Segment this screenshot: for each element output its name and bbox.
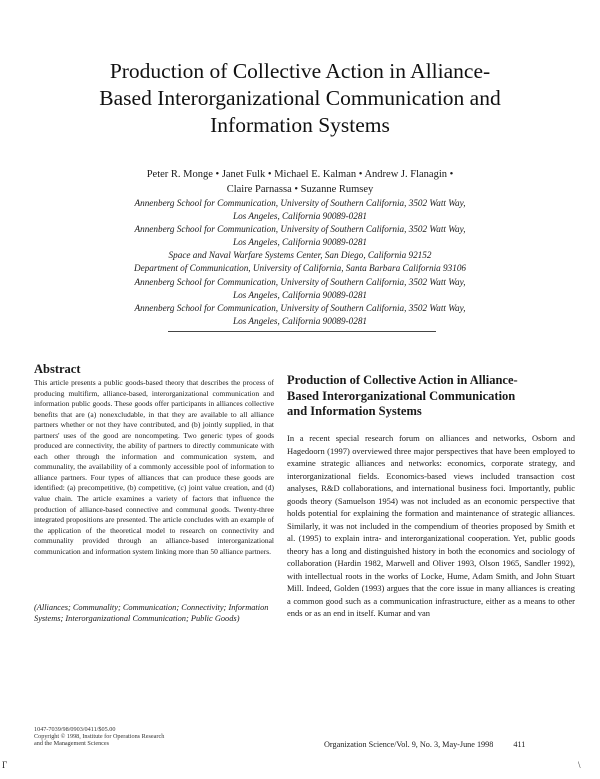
author-line-2: Claire Parnassa • Suzanne Rumsey xyxy=(226,184,374,195)
abstract-keywords: (Alliances; Communality; Communication; Connectivity; Information Systems; Interorganizational Communication; Public Goods) xyxy=(34,603,269,623)
title-line-1: Production of Collective Action in Alliance- xyxy=(109,59,491,83)
author-list xyxy=(90,167,510,197)
abstract-body: This article presents a public goods-based theory that describes the process of producing multifirm, alliance-based, interorganizational communication and information public goods. These goods offer participants in alliances collective benefits that are (a) nonexcludable, in that they are available to all alliance partners whether or not they have contributed, and (b) jointly supplied, in that partners' uses of the good are noncompeting. Two generic types of goods produced are connectivity, the ability of partners to directly communicate with each other through the information and communication system, and communality, the availability of a commonly accessible pool of information to alliance partners. Four types of alliances that can produce these goods are identified: (a) precompetitive, (b) competitive, (c) joint value creation, and (d) value chain. The article examines a variety of factors that influence the production of alliance-based connective and communal goods. Twenty-three integrated propositions are presented. The article concludes with an example of the application of the theoretical model to research on connectivity and communality provided through an alliance-based interorganizational communication and information system linking more than 50 alliance partners. xyxy=(34,378,274,556)
affiliation-line: Annenberg School for Communication, University of Southern California, 3502 Watt Way, xyxy=(134,302,466,313)
title-divider-rule xyxy=(168,331,436,332)
affiliation-line: Los Angeles, California 90089-0281 xyxy=(232,211,368,222)
footnote-copyright: Copyright © 1998, Institute for Operations Research xyxy=(34,733,165,741)
footnote-publisher: and the Management Sciences xyxy=(34,740,110,748)
footnote-issn: 1047-7039/98/0903/0411/$05.00 xyxy=(34,726,116,733)
scan-mark: \ xyxy=(578,760,581,770)
section-body: In a recent special research forum on alliances and networks, Osborn and Hagedoorn (1997) overviewed three major perspectives that have been employed to examine strategic alliances and networks: economics, corporate strategy, and interorganizational fields. Economics-based views included transaction cost analyses, R&D collaborations, and international business foci. Importantly, public goods theory (Samuelson 1954) was not included as an economic perspective that holds potential for explaining the formation and maintenance of strategic alliances. Similarly, it was not included in the compendium of theories proposed by Smith et al. (1995) to explain intra- and interorganizational cooperation. Yet, public goods theory has a long and distinguished history in both the economics and sociology of collaboration (Hardin 1982, Marwell and Oliver 1993, Olson 1965, Sandler 1992), with intellectual roots in the works of Locke, Hume, Adam Smith, and John Stuart Mill. Indeed, Golden (1993) argues that the core issue in many alliances is creating a common good such as a communication infrastructure, either as a means to other ends or as an end in itself. Kumar and van xyxy=(287,433,575,618)
article-title xyxy=(40,58,560,139)
title-line-2: Based Interorganizational Communication and xyxy=(99,86,501,110)
copyright-footnote xyxy=(34,726,234,748)
affiliation-line: Los Angeles, California 90089-0281 xyxy=(232,315,368,326)
affiliation-line: Annenberg School for Communication, University of Southern California, 3502 Watt Way, xyxy=(134,276,466,287)
affiliation-block xyxy=(78,197,522,328)
journal-name: Organization Science/Vol. 9, No. 3, May-June 1998 xyxy=(324,740,494,749)
scan-mark: Г xyxy=(2,760,8,770)
abstract-heading: Abstract xyxy=(34,362,81,376)
section-heading: Production of Collective Action in Alliance-Based Interorganizational Communication and Information Systems xyxy=(287,373,518,418)
affiliation-line: Department of Communication, University of California, Santa Barbara California 93106 xyxy=(133,263,467,274)
journal-footer xyxy=(324,740,525,749)
title-line-3: Information Systems xyxy=(210,113,390,137)
affiliation-line: Los Angeles, California 90089-0281 xyxy=(232,237,368,248)
affiliation-line: Los Angeles, California 90089-0281 xyxy=(232,289,368,300)
affiliation-line: Annenberg School for Communication, University of Southern California, 3502 Watt Way, xyxy=(134,198,466,208)
affiliation-line: Space and Naval Warfare Systems Center, San Diego, California 92152 xyxy=(168,250,432,261)
affiliation-line: Annenberg School for Communication, University of Southern California, 3502 Watt Way, xyxy=(134,224,466,235)
author-line-1: Peter R. Monge • Janet Fulk • Michael E. Kalman • Andrew J. Flanagin • xyxy=(146,169,454,180)
page-number: 411 xyxy=(513,740,526,749)
